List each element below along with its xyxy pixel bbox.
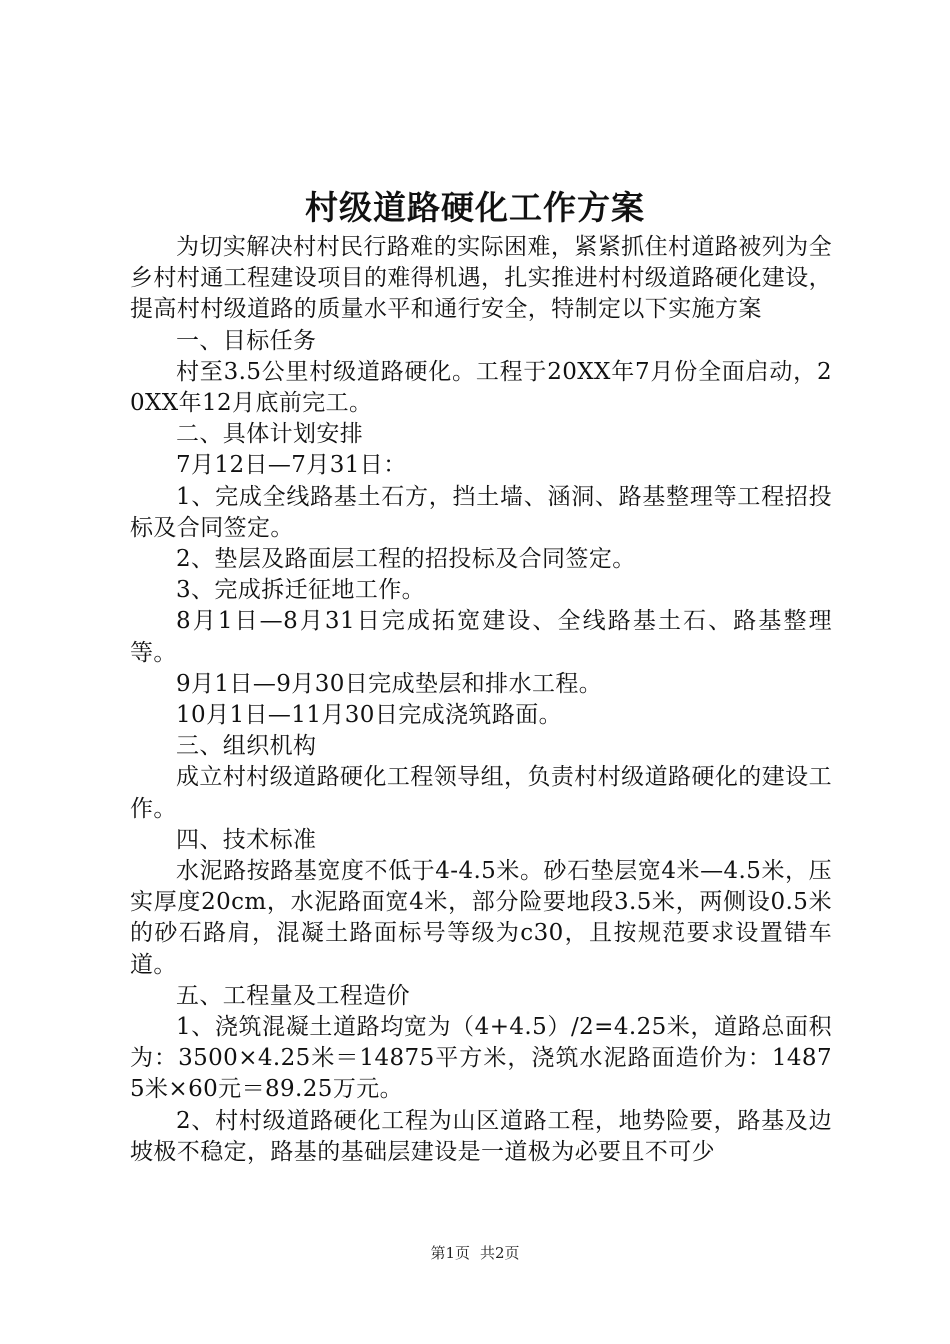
paragraph-plan-period-2: 8月1日—8月31日完成拓宽建设、全线路基土石、路基整理等。 bbox=[130, 608, 832, 666]
section-heading-organization: 三、组织机构 bbox=[176, 733, 317, 760]
document-title: 村级道路硬化工作方案 bbox=[305, 188, 645, 227]
paragraph-organization: 成立村村级道路硬化工程领导组，负责村村级道路硬化的建设工作。 bbox=[130, 764, 832, 822]
paragraph-standards: 水泥路按路基宽度不低于4-4.5米。砂石垫层宽4米—4.5米，压实厚度20cm，水泥路面宽4米，部分险要地段3.5米，两侧设0.5米的砂石路肩，混凝土路面标号等级为c30，且按规范要求设置错车道。 bbox=[130, 858, 832, 978]
paragraph-plan-period-4: 10月1日—11月30日完成浇筑路面。 bbox=[176, 702, 563, 729]
page-total: 共2页 bbox=[480, 1244, 520, 1262]
paragraph-goals: 村至3.5公里村级道路硬化。工程于20XX年7月份全面启动，20XX年12月底前完工。 bbox=[130, 358, 832, 417]
paragraph-plan-period-1: 7月12日—7月31日： bbox=[176, 452, 407, 479]
document-body bbox=[130, 232, 832, 1168]
paragraph-plan-period-3: 9月1日—9月30日完成垫层和排水工程。 bbox=[176, 670, 603, 697]
paragraph-cost-1: 1、浇筑混凝土道路均宽为（4+4.5）/2=4.25米，道路总面积为：3500×4.25米＝14875平方米，浇筑水泥路面造价为：14875米×60元＝89.25万元。 bbox=[130, 1014, 832, 1103]
page-footer bbox=[0, 1243, 950, 1263]
section-heading-cost: 五、工程量及工程造价 bbox=[176, 982, 410, 1009]
paragraph-intro: 为切实解决村村民行路难的实际困难，紧紧抓住村道路被列为全乡村村通工程建设项目的难得机遇，扎实推进村村级道路硬化建设，提高村村级道路的质量水平和通行安全，特制定以下实施方案 bbox=[130, 234, 832, 323]
page-number: 第1页 bbox=[430, 1244, 470, 1262]
section-heading-plan: 二、具体计划安排 bbox=[176, 421, 364, 448]
paragraph-plan-item-3: 3、完成拆迁征地工作。 bbox=[176, 577, 426, 604]
section-heading-goals: 一、目标任务 bbox=[176, 327, 317, 354]
paragraph-plan-item-1: 1、完成全线路基土石方，挡土墙、涵洞、路基整理等工程招投标及合同签定。 bbox=[130, 483, 832, 541]
paragraph-cost-2: 2、村村级道路硬化工程为山区道路工程，地势险要，路基及边坡极不稳定，路基的基础层建设是一道极为必要且不可少 bbox=[130, 1107, 832, 1165]
paragraph-plan-item-2: 2、垫层及路面层工程的招投标及合同签定。 bbox=[176, 546, 636, 573]
section-heading-standards: 四、技术标准 bbox=[176, 826, 317, 853]
